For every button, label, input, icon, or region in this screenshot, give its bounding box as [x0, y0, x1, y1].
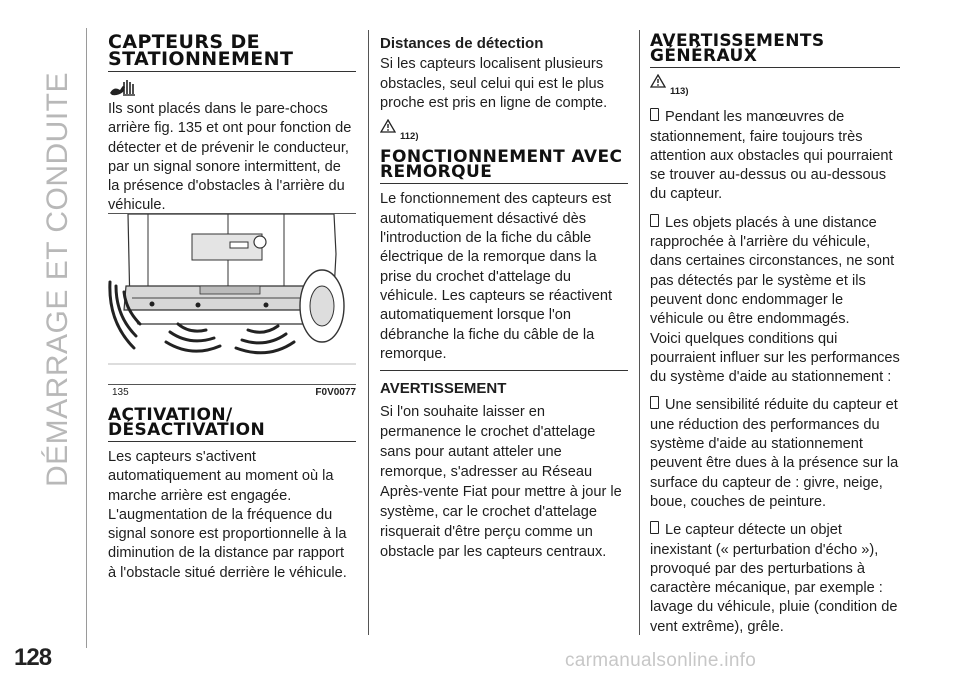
- key-hand-icon: [108, 78, 138, 98]
- list-item: Une sensibilité réduite du capteur et une réduction des performances du système d'aide au stationnement peuvent être dues à la présence sur la surface du capteur de : givre, neige, boue, couches de peinture.: [650, 397, 899, 510]
- warning-triangle-icon: [380, 119, 396, 133]
- column-2: [380, 34, 628, 568]
- warning-ref-number: 113): [670, 86, 689, 97]
- section-heading: ACTIVATION/ DÉSACTIVATION: [108, 405, 266, 440]
- bullet-square-icon: [650, 108, 659, 121]
- detection-paragraph: Si les capteurs localisent plusieurs obstacles, seul celui qui est le plus proche est pris en ligne de compte.: [380, 56, 608, 111]
- warning-reference: [650, 74, 900, 101]
- warning-title: AVERTISSEMENT: [380, 380, 507, 398]
- activation-paragraph: Les capteurs s'activent automatiquement au moment où la marche arrière est engagée. L'augmentation de la fréquence du signal sonore est proportionnelle à la diminution de la distance par rapport à l'obstacle situé derrière le véhicule.: [108, 449, 347, 581]
- heading-rule: [108, 71, 356, 72]
- warning-ref-number: 112): [400, 131, 419, 143]
- pictogram-row: [108, 78, 356, 98]
- heading-rule: [108, 441, 356, 442]
- section-heading: CAPTEURS DE STATIONNEMENT: [108, 31, 294, 70]
- warning-reference: [380, 119, 628, 146]
- van-rear-illustration: [108, 214, 356, 382]
- bullet-square-icon: [650, 521, 659, 534]
- heading-rule: [650, 67, 900, 68]
- watermark: carmanualsonline.info: [565, 650, 757, 671]
- column-divider: [368, 30, 369, 635]
- figure-number: 135: [112, 387, 129, 398]
- column-3: [650, 31, 900, 637]
- figure-caption: [108, 384, 356, 399]
- warning-rule: [380, 370, 628, 371]
- intro-paragraph: Ils sont placés dans le pare-chocs arrière fig. 135 et ont pour fonction de détecter et de prévenir le conducteur, par un signal sonore intermittent, de la présence d'obstacles à l'arrière du véhicule.: [108, 101, 352, 214]
- margin-divider: [86, 28, 87, 648]
- column-divider: [639, 30, 640, 635]
- list-item: Le capteur détecte un objet inexistant (« perturbation d'écho »), provoqué par des perturbations à caractère mécanique, par exemple : lavage du véhicule, pluie (condition de vent extrême), grêle.: [650, 522, 898, 635]
- figure-rear-bumper-sensors: [108, 213, 356, 382]
- warning-triangle-icon: [650, 74, 666, 88]
- page-number: 128: [14, 644, 52, 671]
- trailer-paragraph: Le fonctionnement des capteurs est automatiquement désactivé dès l'introduction de la fiche du câble électrique de la remorque dans la prise du crochet d'attelage du véhicule. Les capteurs se réactivent automatiquement lorsque l'on débranche la fiche du câble de la remorque.: [380, 191, 613, 362]
- figure-code: F0V0077: [315, 387, 356, 398]
- list-item: Les objets placés à une distance rapprochée à l'arrière du véhicule, dans certaines circonstances, ne sont pas détectés par le système et ils peuvent donc endommager le véhicule ou être endommagés.: [650, 214, 895, 328]
- heading-rule: [380, 183, 628, 184]
- chapter-title: DÉMARRAGE ET CONDUITE: [41, 72, 74, 487]
- warning-text: Si l'on souhaite laisser en permanence le crochet d'attelage sans pour autant atteler une remorque, s'adresser au Réseau Après-vente Fiat pour mettre à jour le système, car le crochet d'attelage risquerait d'être perçu comme un obstacle par les capteurs centraux.: [380, 404, 622, 561]
- conditions-paragraph: Voici quelques conditions qui pourraient influer sur les performances du système d'aide au stationnement :: [650, 330, 900, 386]
- bullet-square-icon: [650, 214, 659, 227]
- section-heading: AVERTISSEMENTS GÉNÉRAUX: [650, 31, 825, 66]
- section-heading: FONCTIONNEMENT AVEC REMORQUE: [380, 147, 623, 183]
- subheading: Distances de détection: [380, 35, 544, 52]
- bullet-square-icon: [650, 396, 659, 409]
- list-item: Pendant les manœuvres de stationnement, faire toujours très attention aux obstacles qui pourraient se trouver au-dessus ou au-dessous du capteur.: [650, 109, 893, 203]
